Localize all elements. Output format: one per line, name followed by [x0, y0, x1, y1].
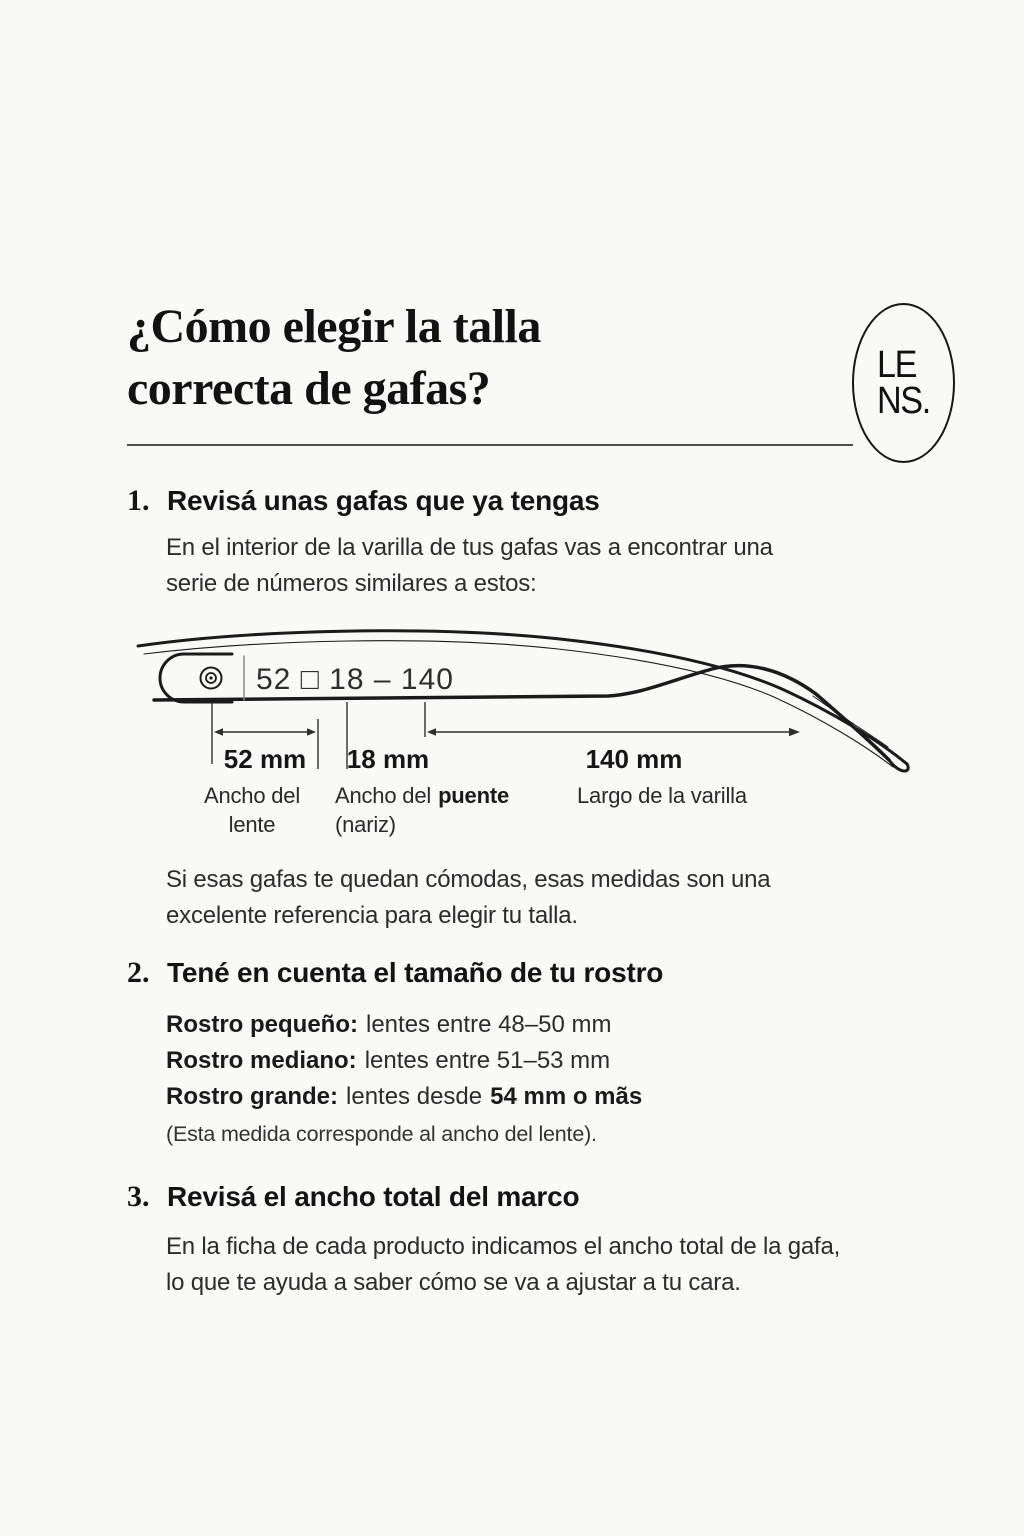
- list-item: [166, 1007, 642, 1043]
- brand-logo-line1: LE: [877, 344, 917, 386]
- face-size-label: Rostro mediano:: [166, 1047, 357, 1074]
- lens-width-note: (Esta medida corresponde al ancho del lente).: [166, 1122, 597, 1146]
- section-2-title: Tené en cuenta el tamaño de tu rostro: [167, 957, 664, 988]
- section-1-body: [166, 530, 773, 602]
- temple-length-value: 140 mm: [585, 744, 683, 774]
- bridge-label-regular: Ancho del: [335, 783, 432, 808]
- face-size-label: Rostro pequeño:: [166, 1011, 358, 1038]
- lens-width-label-line1: Ancho del: [203, 783, 301, 808]
- bridge-width-value: 18 mm: [346, 744, 430, 774]
- face-size-text: lentes desde: [346, 1083, 483, 1110]
- section-3-heading: [127, 1180, 579, 1214]
- bridge-label-bold: puente: [438, 783, 509, 808]
- section-1-heading: [127, 484, 600, 518]
- bridge-width-label-line2: (nariz): [335, 812, 396, 837]
- face-size-label: Rostro grande:: [166, 1083, 339, 1110]
- text-line: lo que te ayuda a saber cómo se va a ajustar a tu cara.: [166, 1269, 741, 1296]
- section-2-number: 2.: [127, 956, 150, 989]
- hook-highlight: [813, 696, 888, 747]
- face-size-list: [166, 1007, 642, 1115]
- brand-logo-line2: NS.: [877, 380, 930, 422]
- brand-logo-text: [877, 344, 930, 422]
- list-item: [166, 1043, 642, 1079]
- section-1-title: Revisá unas gafas que ya tengas: [167, 485, 600, 516]
- section-3-title: Revisá el ancho total del marco: [167, 1181, 580, 1212]
- page-title: [127, 296, 541, 420]
- temple-engraving: 52 □ 18 – 140: [256, 663, 454, 696]
- section-1-number: 1.: [127, 484, 150, 517]
- face-size-bold-value: 54 mm o mãs: [490, 1083, 643, 1110]
- page-title-line2: correcta de gafas?: [127, 362, 491, 415]
- text-line: Si esas gafas te quedan cómodas, esas medidas son una: [166, 866, 771, 893]
- brand-logo: [852, 303, 955, 463]
- face-size-text: lentes entre 51–53 mm: [364, 1047, 611, 1074]
- section-3-body: [166, 1229, 840, 1301]
- lens-width-value: 52 mm: [223, 744, 307, 774]
- text-line: En el interior de la varilla de tus gafas vas a encontrar una: [166, 534, 773, 561]
- section-1-footer: [166, 862, 770, 934]
- text-line: En la ficha de cada producto indicamos el ancho total de la gafa,: [166, 1233, 841, 1260]
- section-2-heading: [127, 956, 663, 990]
- page-title-line1: ¿Cómo elegir la talla: [127, 300, 541, 353]
- face-size-text: lentes entre 48–50 mm: [366, 1011, 612, 1038]
- lens-width-label-line2: lente: [228, 812, 276, 837]
- section-3-number: 3.: [127, 1180, 150, 1213]
- text-line: serie de números similares a estos:: [166, 570, 537, 597]
- list-item: [166, 1079, 642, 1115]
- temple-length-label: Largo de la varilla: [577, 783, 747, 808]
- bridge-width-label-line1: [335, 783, 509, 808]
- hinge-screw-icon: [201, 668, 222, 689]
- header-divider: [127, 444, 853, 446]
- text-line: excelente referencia para elegir tu talla.: [166, 902, 578, 929]
- glasses-temple-diagram: [130, 616, 940, 848]
